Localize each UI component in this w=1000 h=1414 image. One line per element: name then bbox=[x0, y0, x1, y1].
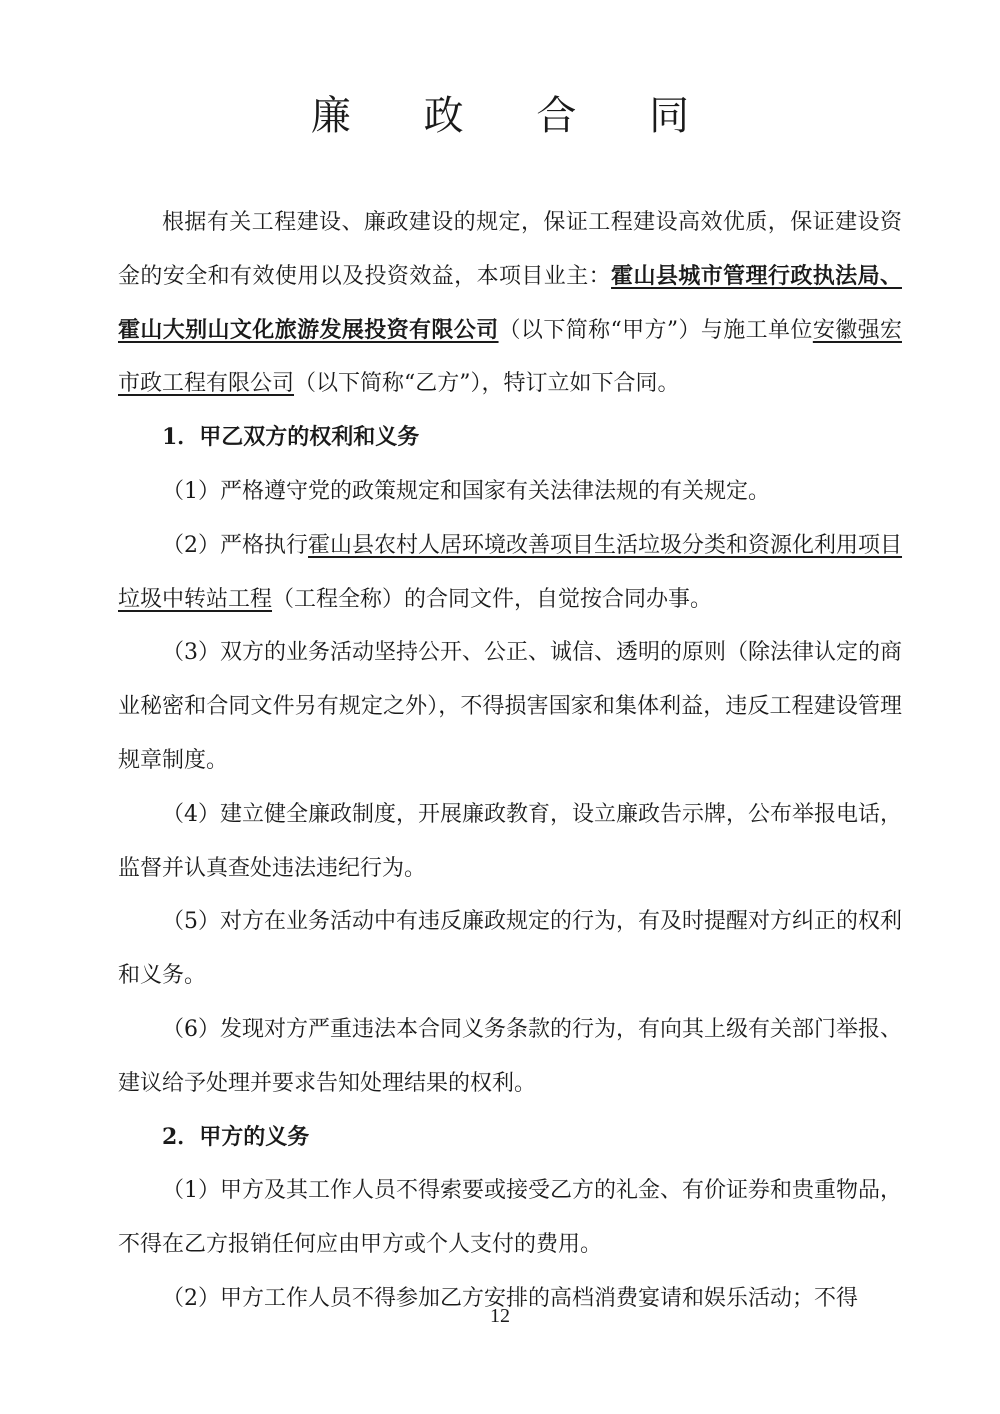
section2-heading: 2．甲方的义务 bbox=[162, 1123, 310, 1150]
section2-item1: （1）甲方及其工作人员不得索要或接受乙方的礼金、有价证券和贵重物品，不得在乙方报销任何应由甲方或个人支付的费用。 bbox=[118, 1178, 902, 1258]
section1-item3: （3）双方的业务活动坚持公开、公正、诚信、透明的原则（除法律认定的商业秘密和合同文件另有规定之外），不得损害国家和集体利益，违反工程建设管理规章制度。 bbox=[118, 640, 902, 773]
intro-paragraph bbox=[118, 196, 902, 411]
project-name: 霍山县农村人居环境改善项目生活垃圾分类和资源化利用项目垃圾中转站工程 bbox=[118, 532, 903, 612]
item2-suffix: （工程全称）的合同文件，自觉按合同办事。 bbox=[272, 586, 713, 612]
section1-item1: （1）严格遵守党的政策规定和国家有关法律法规的有关规定。 bbox=[162, 478, 770, 504]
section1-item6: （6）发现对方严重违法本合同义务条款的行为，有向其上级有关部门举报、建议给予处理并要求告知处理结果的权利。 bbox=[118, 1016, 902, 1096]
owner-name: 霍山县城市管理行政执法局、霍山大别山文化旅游发展投资有限公司 bbox=[118, 262, 902, 343]
intro-text-3: （以下简称“乙方”），特订立如下合同。 bbox=[294, 371, 680, 397]
intro-text-1: 根据有关工程建设、廉政建设的规定，保证工程建设高效优质，保证建设资金的安全和有效使用以及投资效益，本项目业主： bbox=[118, 210, 902, 289]
document-body bbox=[118, 196, 902, 1326]
section2-item2: （2）甲方工作人员不得参加乙方安排的高档消费宴请和娱乐活动；不得 bbox=[162, 1285, 858, 1311]
page-number: 12 bbox=[490, 1305, 510, 1327]
intro-text-2: （以下简称“甲方”）与施工单位 bbox=[498, 317, 813, 343]
section1-item5: （5）对方在业务活动中有违反廉政规定的行为，有及时提醒对方纠正的权利和义务。 bbox=[118, 909, 902, 989]
contractor-name: 安徽强宏市政工程有限公司 bbox=[118, 317, 902, 397]
section1-item2 bbox=[118, 519, 902, 627]
section1-item4: （4）建立健全廉政制度，开展廉政教育，设立廉政告示牌，公布举报电话，监督并认真查处违法违纪行为。 bbox=[118, 801, 902, 881]
item2-prefix: （2）严格执行 bbox=[162, 532, 308, 558]
document-title: 廉 政 合 同 bbox=[310, 93, 720, 139]
section1-heading: 1．甲乙双方的权利和义务 bbox=[162, 424, 420, 451]
